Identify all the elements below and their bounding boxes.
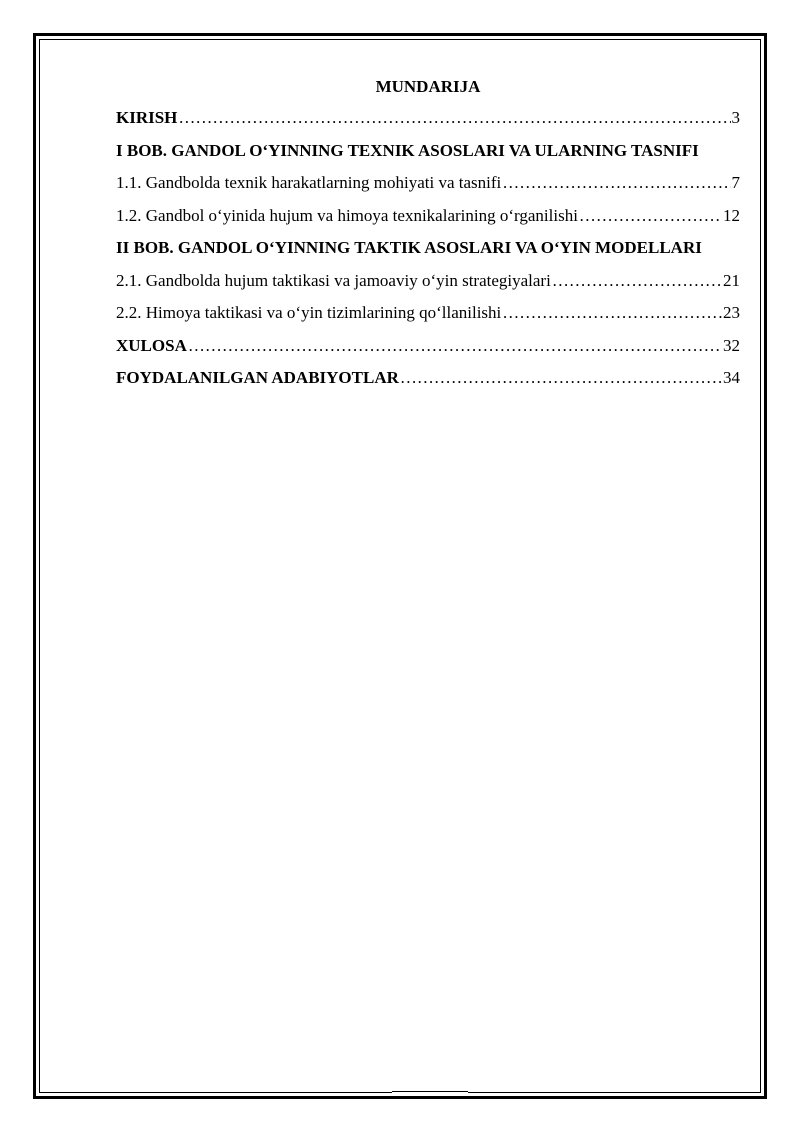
dot-leader xyxy=(188,330,722,363)
dot-leader xyxy=(502,297,722,330)
dot-leader xyxy=(502,167,730,200)
dot-leader xyxy=(579,200,722,233)
toc-entry-1-1 xyxy=(116,167,740,200)
table-of-contents xyxy=(116,72,740,395)
dot-leader xyxy=(552,265,722,298)
footer-rule xyxy=(392,1091,468,1092)
dot-leader xyxy=(400,362,722,395)
toc-entry-label: 2.2. Himoya taktikasi va o‘yin tizimlarining qo‘llanilishi xyxy=(116,303,502,322)
toc-entry-1-2 xyxy=(116,200,740,233)
toc-entry-label: FOYDALANILGAN ADABIYOTLAR xyxy=(116,368,399,387)
toc-page-number: 32 xyxy=(723,335,740,355)
toc-entry-2-1 xyxy=(116,265,740,298)
toc-page-number: 34 xyxy=(723,368,740,387)
toc-entry-xulosa xyxy=(116,330,740,363)
toc-chapter-2-heading: II BOB. GANDOL O‘YINNING TAKTIK ASOSLARI VA O‘YIN MODELLARI xyxy=(116,238,702,257)
footer-gap xyxy=(392,1086,468,1094)
toc-entry-2-2 xyxy=(116,297,740,330)
toc-entry-adabiyotlar xyxy=(116,362,740,395)
toc-page-number: 23 xyxy=(723,303,740,322)
toc-chapter-1-heading: I BOB. GANDOL O‘YINNING TEXNIK ASOSLARI VA ULARNING TASNIFI xyxy=(116,140,699,160)
toc-page-number: 7 xyxy=(731,173,740,192)
toc-entry-label: 2.1. Gandbolda hujum taktikasi va jamoaviy o‘yin strategiyalari xyxy=(116,270,551,290)
toc-entry-label: KIRISH xyxy=(116,108,178,127)
toc-page-number: 12 xyxy=(723,205,740,225)
toc-entry-label: XULOSA xyxy=(116,335,187,355)
dot-leader xyxy=(178,102,730,135)
toc-page-number: 3 xyxy=(731,108,740,127)
toc-page-number: 21 xyxy=(723,270,740,290)
toc-title: MUNDARIJA xyxy=(375,77,481,96)
toc-entry-label: 1.2. Gandbol o‘yinida hujum va himoya texnikalarining o‘rganilishi xyxy=(116,205,578,225)
toc-entry-kirish xyxy=(116,102,740,135)
toc-entry-label: 1.1. Gandbolda texnik harakatlarning mohiyati va tasnifi xyxy=(116,173,502,192)
